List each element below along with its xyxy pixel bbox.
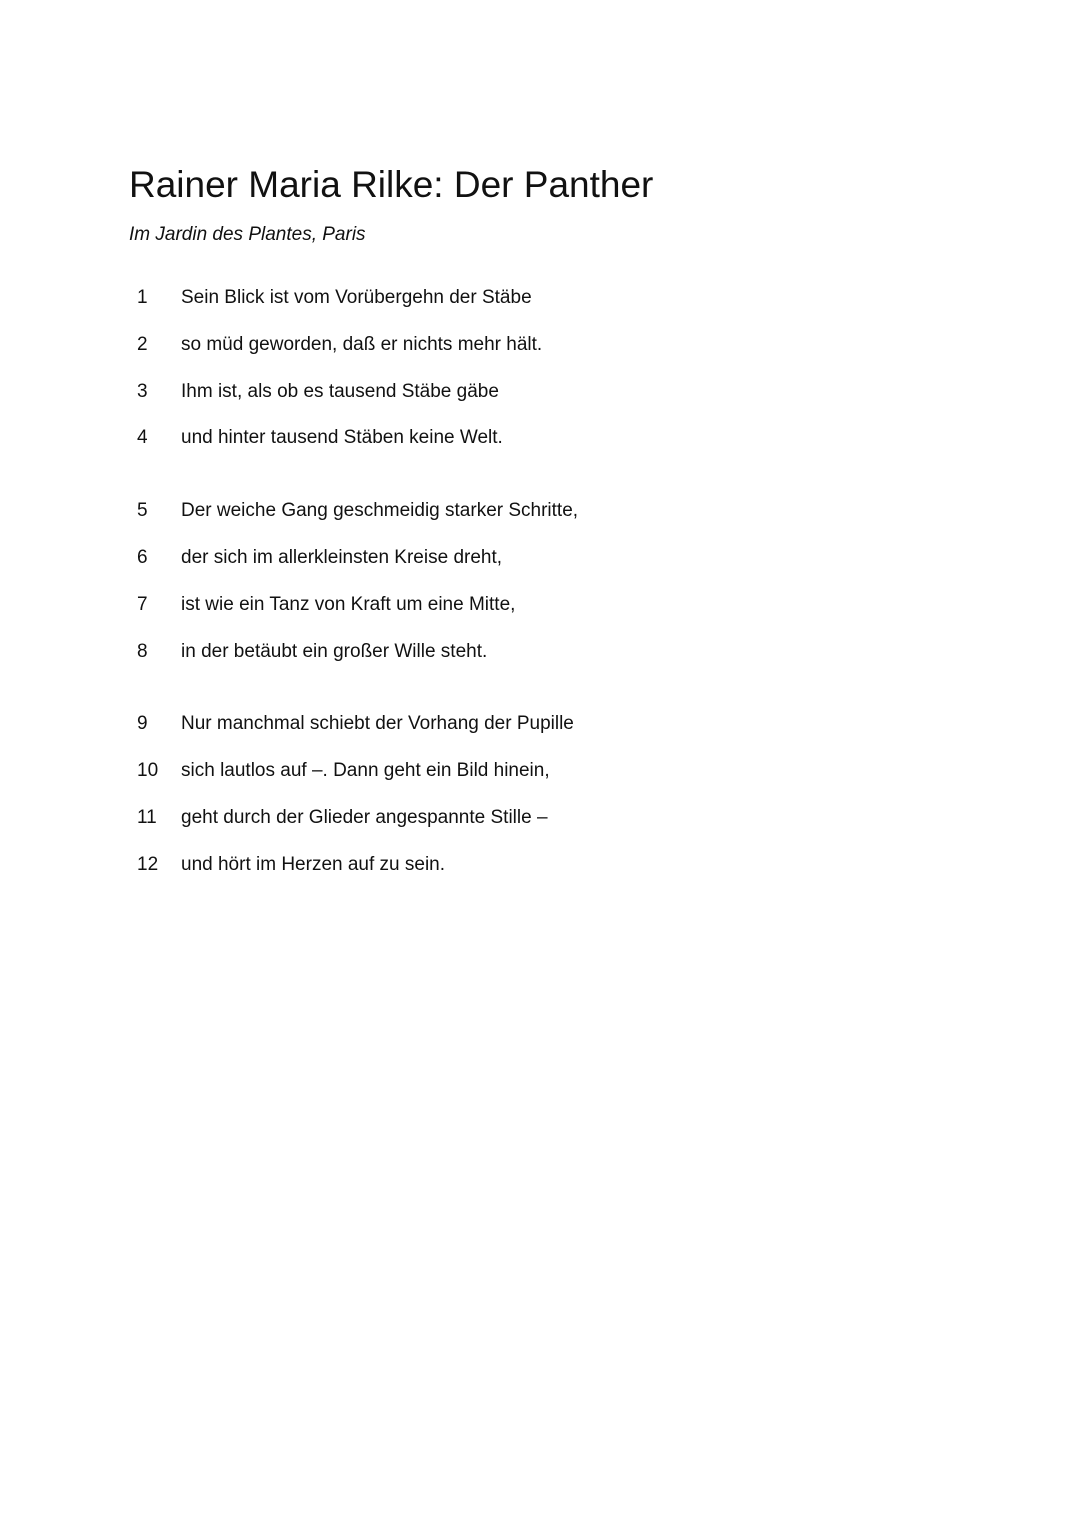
- line-number: 10: [137, 760, 159, 781]
- line-number: 12: [137, 854, 159, 875]
- line-text: der sich im allerkleinsten Kreise dreht,: [181, 547, 503, 568]
- line-text: Sein Blick ist vom Vorübergehn der Stäbe: [181, 287, 532, 308]
- line-text: in der betäubt ein großer Wille steht.: [181, 641, 488, 662]
- line-text: geht durch der Glieder angespannte Stille –: [181, 807, 548, 828]
- line-number: 9: [137, 713, 148, 734]
- poem-title: Rainer Maria Rilke: Der Panther: [129, 164, 654, 205]
- line-text: Nur manchmal schiebt der Vorhang der Pupille: [181, 713, 574, 734]
- line-text: Ihm ist, als ob es tausend Stäbe gäbe: [181, 381, 499, 402]
- poem-line: [0, 424, 700, 452]
- line-text: und hört im Herzen auf zu sein.: [181, 854, 446, 875]
- line-text: und hinter tausend Stäben keine Welt.: [181, 427, 503, 448]
- poem-line: [0, 757, 700, 785]
- line-number: 11: [137, 807, 157, 828]
- line-number: 8: [137, 641, 148, 662]
- poem-line: [0, 638, 700, 666]
- line-text: sich lautlos auf –. Dann geht ein Bild hinein,: [181, 760, 550, 781]
- poem-line: [0, 804, 700, 832]
- line-number: 1: [137, 287, 148, 308]
- poem-line: [0, 851, 700, 879]
- line-text: ist wie ein Tanz von Kraft um eine Mitte,: [181, 594, 516, 615]
- line-number: 3: [137, 381, 148, 402]
- line-number: 7: [137, 594, 148, 615]
- poem-line: [0, 331, 700, 359]
- line-text: Der weiche Gang geschmeidig starker Schritte,: [181, 500, 579, 521]
- poem-line: [0, 378, 700, 406]
- line-number: 6: [137, 547, 148, 568]
- poem-line: [0, 710, 700, 738]
- poem-subtitle: Im Jardin des Plantes, Paris: [129, 224, 366, 245]
- poem-line: [0, 497, 700, 525]
- poem-line: [0, 284, 700, 312]
- poem-line: [0, 591, 700, 619]
- poem-line: [0, 544, 700, 572]
- line-number: 2: [137, 334, 148, 355]
- line-text: so müd geworden, daß er nichts mehr hält.: [181, 334, 543, 355]
- line-number: 5: [137, 500, 148, 521]
- line-number: 4: [137, 427, 148, 448]
